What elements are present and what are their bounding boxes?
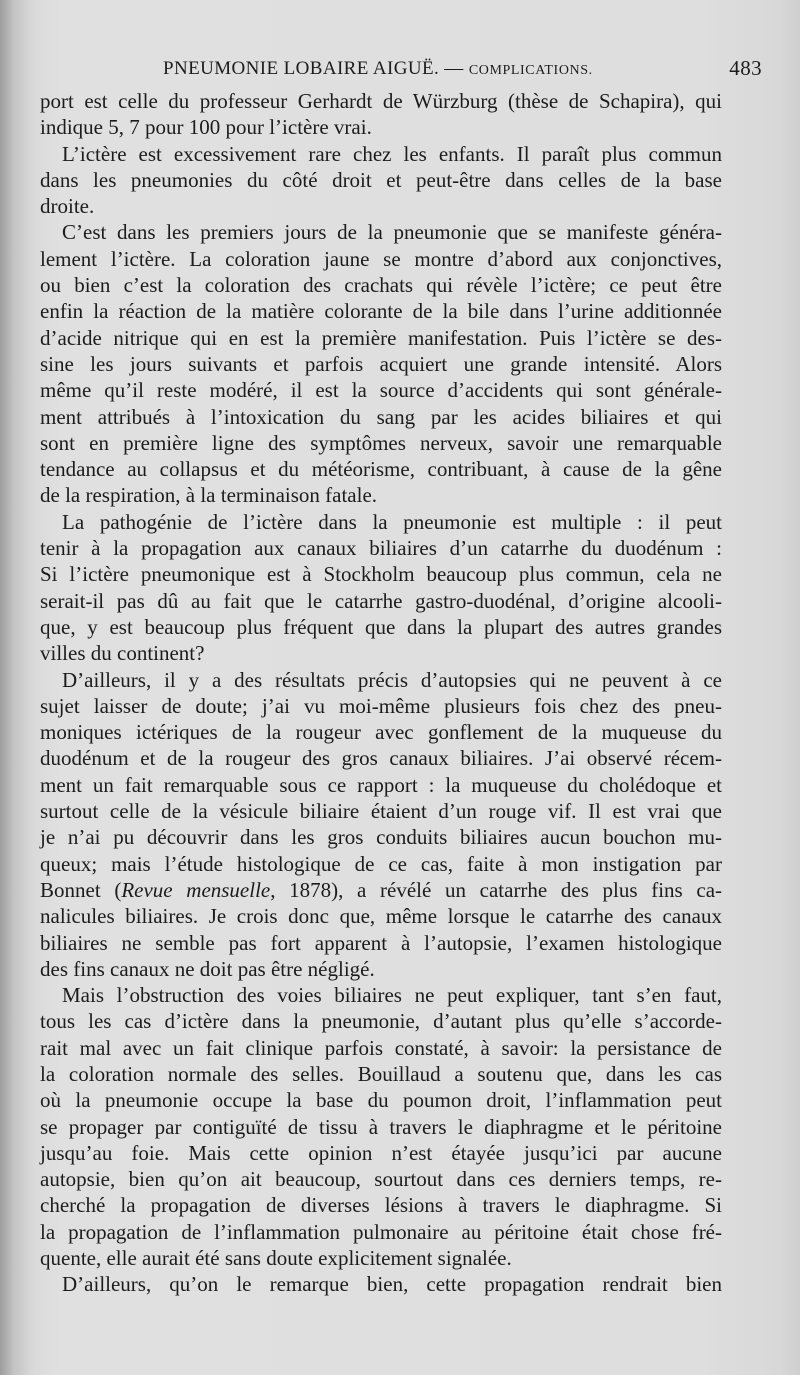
text-line: enfin la réaction de la matière colorante de la bile dans l’urine additionnée [40, 299, 722, 324]
text-line: D’ailleurs, qu’on le remarque bien, cette propagation rendrait bien [62, 1272, 722, 1297]
text-line: même qu’il reste modéré, il est la source d’accidents qui sont générale- [40, 378, 722, 403]
text-line: villes du continent? [40, 641, 205, 666]
text-line: port est celle du professeur Gerhardt de Würzburg (thèse de Schapira), qui [40, 89, 722, 113]
text-line: d’acide nitrique qui en est la première manifestation. Puis l’ictère se des- [40, 325, 722, 350]
text-line: Si l’ictère pneumonique est à Stockholm beaucoup plus commun, cela ne [40, 562, 722, 587]
text-line: je n’ai pu découvrir dans les gros conduits biliaires aucun bouchon mu- [40, 825, 722, 850]
citation-suffix: , 1878), a révélé un catarrhe des plus fins ca- [270, 877, 723, 902]
text-line: ou bien c’est la coloration des crachats qui révèle l’ictère; ce peut être [40, 273, 722, 298]
citation-prefix: Bonnet ( [40, 877, 122, 902]
text-line: de la respiration, à la terminaison fatale. [40, 483, 378, 508]
text-line: quente, elle aurait été sans doute explicitement signalée. [40, 1246, 512, 1271]
text-line: dans les pneumonies du côté droit et peut-être dans celles de la base [40, 167, 722, 192]
text-line: tous les cas d’ictère dans la pneumonie, d’autant plus qu’elle s’accorde- [40, 1009, 722, 1034]
journal-title: Revue mensuelle [121, 877, 271, 902]
text-line: duodénum et de la rougeur des gros canaux biliaires. J’ai observé récem- [40, 746, 722, 771]
text-line: que, y est beaucoup plus fréquent que dans la plupart des autres grandes [40, 614, 722, 639]
text-line: cherché la propagation de diverses lésions à travers le diaphragme. Si [40, 1193, 722, 1218]
text-line: nalicules biliaires. Je crois donc que, même lorsque le catarrhe des canaux [40, 904, 722, 929]
text-line: des fins canaux ne doit pas être négligé. [40, 956, 375, 981]
text-line: rait mal avec un fait clinique parfois constaté, à savoir: la persistance de [40, 1035, 722, 1060]
text-line: ment attribués à l’intoxication du sang par les acides biliaires et qui [40, 404, 722, 429]
text-line: où la pneumonie occupe la base du poumon droit, l’inflammation peut [40, 1088, 722, 1113]
text-line: ment un fait remarquable sous ce rapport : la muqueuse du cholédoque et [40, 772, 722, 797]
text-line: sont en première ligne des symptômes nerveux, savoir une remarquable [40, 430, 722, 455]
running-title [163, 58, 593, 80]
text-line: serait-il pas dû au fait que le catarrhe gastro-duodénal, d’origine alcooli- [40, 588, 722, 613]
text-line: D’ailleurs, il y a des résultats précis d’autopsies qui ne peuvent à ce [62, 667, 722, 692]
text-line: queux; mais l’étude histologique de ce cas, faite à mon instigation par [40, 851, 722, 876]
text-line: la propagation de l’inflammation pulmonaire au péritoine était chose fré- [40, 1219, 722, 1244]
text-line: La pathogénie de l’ictère dans la pneumonie est multiple : il peut [62, 509, 722, 534]
text-line: moniques ictériques de la rougeur avec gonflement de la muqueuse du [40, 720, 722, 745]
text-line: Mais l’obstruction des voies biliaires ne peut expliquer, tant s’en faut, [62, 983, 722, 1008]
page-number: 483 [729, 56, 762, 80]
body-text [40, 88, 722, 1298]
text-line: jusqu’au foie. Mais cette opinion n’est étayée jusqu’ici par aucune [40, 1140, 722, 1165]
text-line: C’est dans les premiers jours de la pneumonie que se manifeste généra- [62, 220, 722, 245]
text-line: indique 5, 7 pour 100 pour l’ictère vrai. [40, 115, 372, 140]
text-line: L’ictère est excessivement rare chez les enfants. Il paraît plus commun [62, 141, 722, 166]
text-line: sine les jours suivants et parfois acquiert une grande intensité. Alors [40, 351, 722, 376]
text-line: autopsie, bien qu’on ait beaucoup, sourtout dans ces derniers temps, re- [40, 1167, 722, 1192]
text-line: la coloration normale des selles. Bouillaud a soutenu que, dans les cas [40, 1061, 722, 1086]
running-title-main: PNEUMONIE LOBAIRE AIGUË. — [163, 58, 469, 79]
text-line: tendance au collapsus et du météorisme, contribuant, à cause de la gêne [40, 457, 722, 482]
text-line-with-citation [40, 877, 722, 903]
text-line: lement l’ictère. La coloration jaune se montre d’abord aux conjonctives, [40, 246, 722, 271]
page-header [40, 54, 762, 84]
text-line: sujet laisser de doute; j’ai vu moi-même plusieurs fois chez des pneu- [40, 693, 722, 718]
text-line: se propager par contiguïté de tissu à travers le diaphragme et le péritoine [40, 1114, 722, 1139]
text-line: surtout celle de la vésicule biliaire étaient d’un rouge vif. Il est vrai que [40, 799, 722, 824]
text-line: biliaires ne semble pas fort apparent à l’autopsie, l’examen histologique [40, 930, 722, 955]
text-line: droite. [40, 194, 95, 219]
running-title-section: COMPLICATIONS. [468, 63, 593, 78]
text-line: tenir à la propagation aux canaux biliaires d’un catarrhe du duodénum : [40, 536, 722, 561]
